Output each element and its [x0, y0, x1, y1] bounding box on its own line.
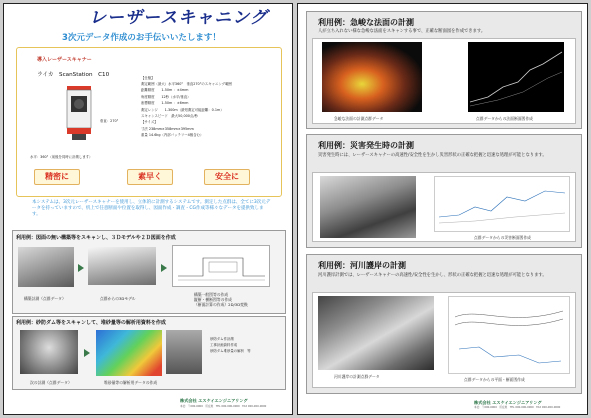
brochure-page-1	[3, 3, 293, 415]
dam-photo-image	[166, 330, 202, 374]
river-pointcloud-image	[318, 296, 434, 370]
scanner-heading: 導入レーザースキャナー	[37, 57, 92, 63]
badge-fast: 素早く	[127, 169, 173, 185]
badge-safe: 安全に	[204, 169, 250, 185]
river-drawing-image	[448, 296, 570, 374]
legend-item: 砂防ダム作計測	[210, 337, 234, 341]
structure-drawing-image	[172, 245, 270, 287]
sec3-title: 利用例：河川護岸の計測	[318, 261, 406, 270]
caption: 縦断・横断図等の作成	[194, 297, 232, 302]
caption: 点群データからの法面断面図作成	[476, 116, 533, 121]
structure-pointcloud-image	[18, 247, 74, 287]
intro-text: 本システムは、3次元レーザースキャナーを使用し、立体的に計測するシステムです。測定した点群は、全てに3次元データを持っていますので、机上で任意断面や位置を取得し、図面作成・調査・CG作成等様々なデータを提供致します。	[32, 200, 271, 217]
laser-scanner-photo	[64, 84, 94, 142]
disaster-section-image	[434, 176, 570, 232]
arrow-icon	[84, 349, 90, 357]
spec-line: 座標精度 1-50m ：±6mm	[141, 101, 189, 106]
spec-line: 測定レンジ 1-300m（最短測定可能距離：0.1m）	[141, 107, 224, 112]
sec1-text: 人が立ち入れない様な急峻な法面をスキャンする事で、正確な断面図を作成できます。	[318, 29, 486, 34]
sec3-text: 河川護岸計測では、レーザースキャナーの高速性/安全性を生かし、形状の正確な把握と迅速な処理が可能となります。	[318, 273, 547, 278]
dam-pointcloud-image	[20, 330, 78, 374]
caption: 構築一般図等の作成	[194, 292, 229, 297]
arrow-icon	[161, 264, 167, 272]
spec-list	[141, 83, 232, 138]
spec-line: 距離精度 1-50m ：±4mm	[141, 88, 189, 93]
brochure-page-2	[297, 3, 588, 415]
caption: 構築計測（点群データ）	[24, 296, 66, 301]
disaster-pointcloud-image	[320, 176, 416, 238]
horizontal-angle-label: 水平：360°（前後を同時に計測します）	[30, 155, 93, 159]
dam-analysis-image	[96, 330, 162, 376]
structure-3d-model-image	[88, 247, 156, 285]
page-title: レーザースキャニング	[89, 8, 268, 28]
legend-item: 工事計画資料作成	[210, 343, 238, 347]
caption: 急峻な法面の計測点群データ	[334, 116, 384, 121]
spec-line: 測定範囲（最大）水平360° 垂直270°のスキャニング範囲	[141, 82, 232, 86]
vertical-angle-label: 垂直：270°	[100, 119, 119, 123]
footer-address: 本社：〒000-0000 所在地 TEL 000-000-0000 FAX 000-000-0000	[180, 405, 267, 408]
scanner-model: ライカ ScanStation C10	[37, 72, 110, 78]
company-logo: 株式会社 エスケイエンジニアリング	[180, 398, 248, 403]
caption: 次の計測（点群データ）	[30, 380, 72, 385]
spec-line: スキャンスピード 最大50,000点/秒	[141, 114, 198, 119]
legend-item: 砂防ダム堆砂量の解析 等	[210, 349, 251, 353]
spec-line: 重量 14.6kg（内部バッテリー4個含む）	[141, 133, 204, 138]
slope-pointcloud-image	[322, 42, 422, 112]
caption: （断面計算の作成）2D/3D変換	[194, 302, 248, 307]
sec1-title: 利用例：急峻な法面の計測	[318, 18, 414, 27]
company-logo: 株式会社 エスケイエンジニアリング	[474, 400, 542, 405]
spec-line: 【サイズ】	[141, 120, 158, 125]
footer-address: 本社：〒000-0000 所在地 TEL 000-000-0000 FAX 000-000-0000	[474, 406, 561, 409]
caption: 河川護岸の計測点群データ	[334, 374, 380, 379]
caption: 点群データからの災害断面図作成	[474, 235, 531, 240]
sec2-title: 利用例：災害発生時の計測	[318, 141, 414, 150]
slope-section-image	[468, 42, 564, 112]
caption: 点群データからの平面・断面図作成	[464, 377, 525, 382]
spec-label: 【仕様】	[141, 76, 155, 80]
caption: 堆砂量等の解析用データの作成	[104, 380, 158, 385]
caption: 点群からの3Dモデル	[100, 296, 136, 301]
arrow-icon	[78, 264, 84, 272]
sec2-text: 災害発生時には、レーザースキャナーの高速性/安全性を生かし災害形状の正確な把握と迅速な処理が可能となります。	[318, 153, 547, 158]
usage2-title: 利用例：砂防ダム等をスキャンして、堆砂量等の解析用資料を作成	[16, 320, 166, 326]
spec-line: 角度精度 12秒（水平/垂直）	[141, 94, 191, 99]
usage1-title: 利用例：図面の無い構築等をスキャンし、３Ｄモデルや２Ｄ図面を作成	[16, 235, 176, 241]
spec-line: 寸法 238mm×358mm×395mm	[141, 126, 194, 131]
badge-precise: 精密に	[34, 169, 80, 185]
page-subtitle: 3次元データ作成のお手伝いいたします！	[62, 33, 221, 43]
